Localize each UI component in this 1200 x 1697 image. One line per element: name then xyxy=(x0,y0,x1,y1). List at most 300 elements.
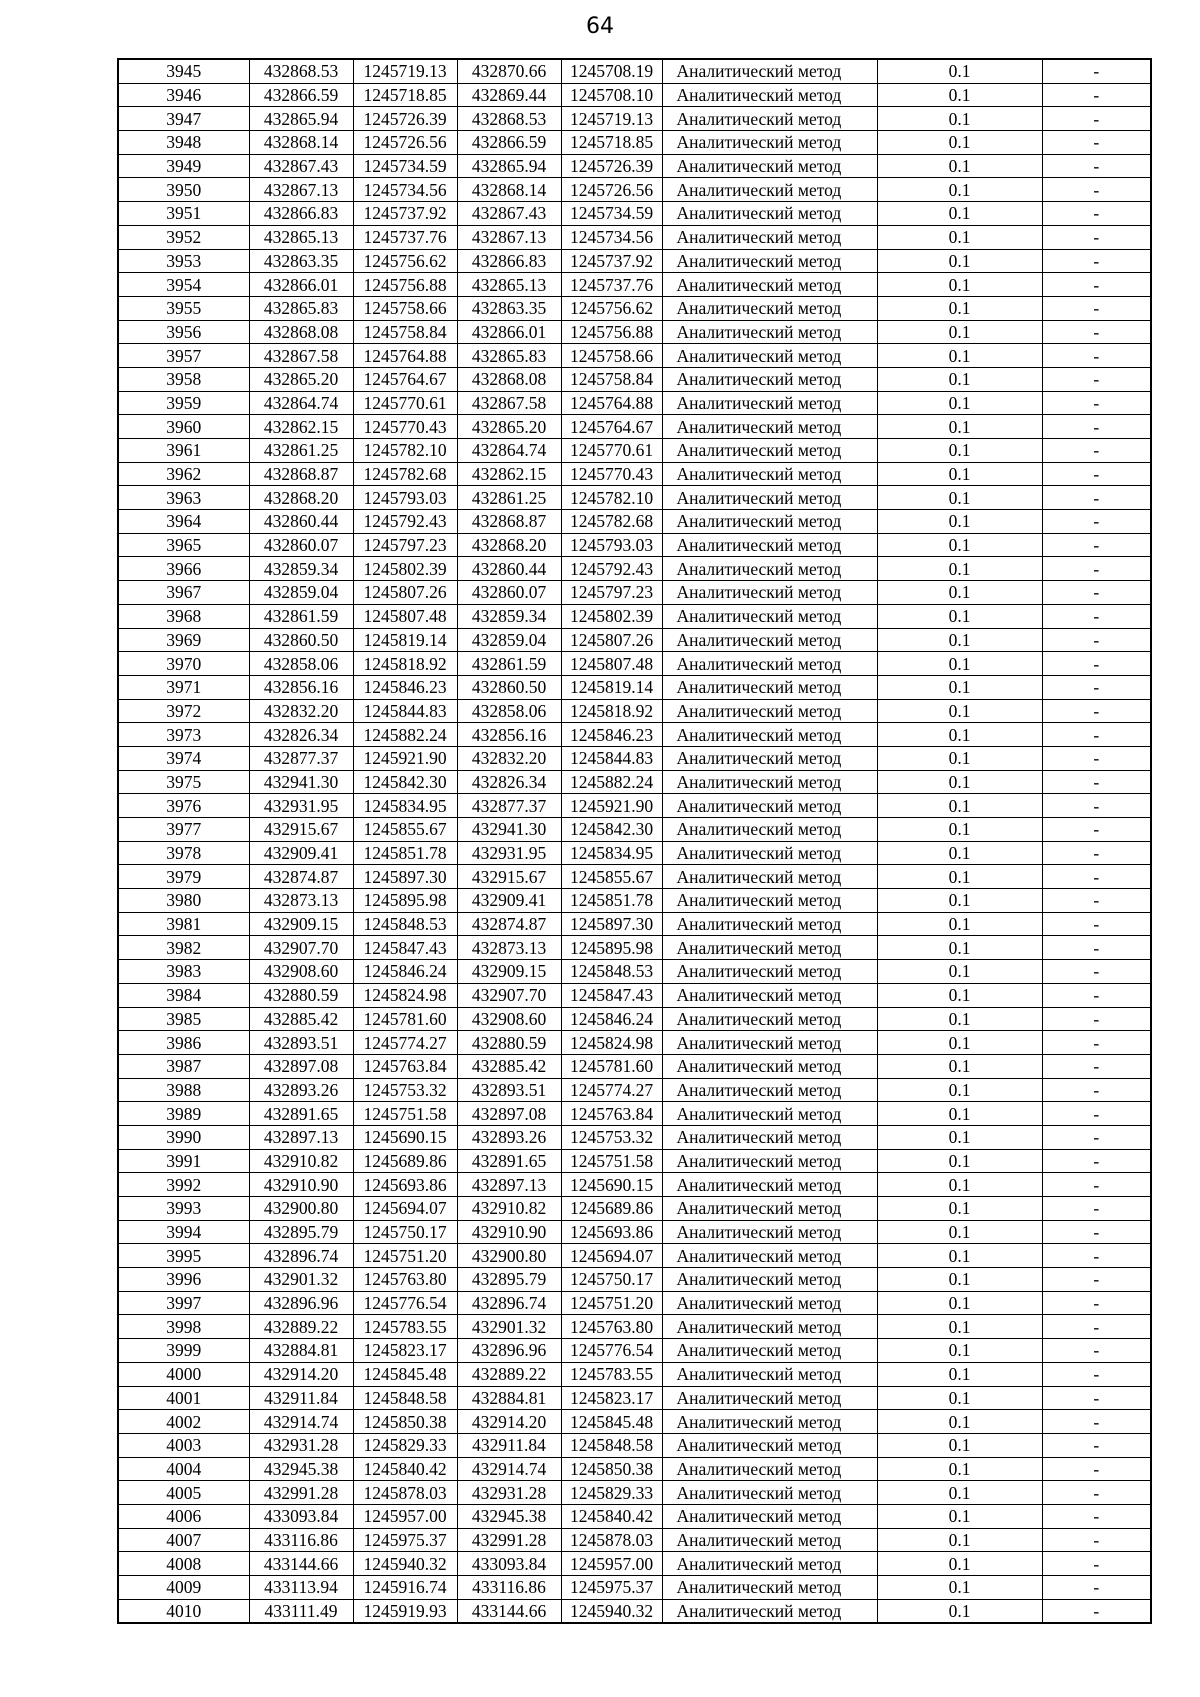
note-cell: - xyxy=(1042,510,1151,534)
method-cell: Аналитический метод xyxy=(662,1291,877,1315)
table-row xyxy=(118,746,1151,770)
x-cell: 432868.14 xyxy=(249,131,353,155)
accuracy-cell: 0.1 xyxy=(877,225,1042,249)
table-row xyxy=(118,415,1151,439)
note-cell: - xyxy=(1042,723,1151,747)
point-number-cell: 3956 xyxy=(118,320,249,344)
x-cell: 432867.43 xyxy=(249,154,353,178)
note-cell: - xyxy=(1042,1007,1151,1031)
prev-x-cell: 432877.37 xyxy=(457,794,561,818)
table-row xyxy=(118,1197,1151,1221)
method-cell: Аналитический метод xyxy=(662,1007,877,1031)
note-cell: - xyxy=(1042,533,1151,557)
y-cell: 1245897.30 xyxy=(353,865,457,889)
prev-x-cell: 432873.13 xyxy=(457,936,561,960)
point-number-cell: 3950 xyxy=(118,178,249,202)
point-number-cell: 3975 xyxy=(118,770,249,794)
table-row xyxy=(118,1244,1151,1268)
method-cell: Аналитический метод xyxy=(662,1315,877,1339)
method-cell: Аналитический метод xyxy=(662,131,877,155)
y-cell: 1245846.24 xyxy=(353,960,457,984)
y-cell: 1245823.17 xyxy=(353,1339,457,1363)
x-cell: 433116.86 xyxy=(249,1528,353,1552)
prev-y-cell: 1245781.60 xyxy=(561,1054,662,1078)
y-cell: 1245756.88 xyxy=(353,273,457,297)
table-row xyxy=(118,1339,1151,1363)
point-number-cell: 3945 xyxy=(118,59,249,83)
prev-x-cell: 432858.06 xyxy=(457,699,561,723)
prev-y-cell: 1245690.15 xyxy=(561,1173,662,1197)
prev-x-cell: 432869.44 xyxy=(457,83,561,107)
accuracy-cell: 0.1 xyxy=(877,912,1042,936)
method-cell: Аналитический метод xyxy=(662,296,877,320)
x-cell: 432910.90 xyxy=(249,1173,353,1197)
prev-x-cell: 432941.30 xyxy=(457,818,561,842)
accuracy-cell: 0.1 xyxy=(877,675,1042,699)
table-row xyxy=(118,699,1151,723)
prev-y-cell: 1245845.48 xyxy=(561,1410,662,1434)
table-row xyxy=(118,296,1151,320)
point-number-cell: 3972 xyxy=(118,699,249,723)
table-row xyxy=(118,249,1151,273)
prev-x-cell: 432909.15 xyxy=(457,960,561,984)
prev-y-cell: 1245878.03 xyxy=(561,1528,662,1552)
prev-y-cell: 1245921.90 xyxy=(561,794,662,818)
method-cell: Аналитический метод xyxy=(662,557,877,581)
prev-y-cell: 1245758.84 xyxy=(561,367,662,391)
table-row xyxy=(118,936,1151,960)
note-cell: - xyxy=(1042,1576,1151,1600)
prev-y-cell: 1245726.39 xyxy=(561,154,662,178)
prev-x-cell: 432867.58 xyxy=(457,391,561,415)
table-row xyxy=(118,675,1151,699)
prev-y-cell: 1245756.88 xyxy=(561,320,662,344)
x-cell: 432868.20 xyxy=(249,486,353,510)
prev-y-cell: 1245770.43 xyxy=(561,462,662,486)
accuracy-cell: 0.1 xyxy=(877,320,1042,344)
accuracy-cell: 0.1 xyxy=(877,1528,1042,1552)
point-number-cell: 3991 xyxy=(118,1149,249,1173)
point-number-cell: 3974 xyxy=(118,746,249,770)
method-cell: Аналитический метод xyxy=(662,1576,877,1600)
prev-x-cell: 432910.82 xyxy=(457,1197,561,1221)
note-cell: - xyxy=(1042,1244,1151,1268)
accuracy-cell: 0.1 xyxy=(877,1054,1042,1078)
note-cell: - xyxy=(1042,1220,1151,1244)
prev-x-cell: 432910.90 xyxy=(457,1220,561,1244)
prev-x-cell: 432893.26 xyxy=(457,1125,561,1149)
prev-y-cell: 1245844.83 xyxy=(561,746,662,770)
accuracy-cell: 0.1 xyxy=(877,652,1042,676)
method-cell: Аналитический метод xyxy=(662,818,877,842)
table-row xyxy=(118,59,1151,83)
note-cell: - xyxy=(1042,1433,1151,1457)
x-cell: 432907.70 xyxy=(249,936,353,960)
method-cell: Аналитический метод xyxy=(662,178,877,202)
table-row xyxy=(118,510,1151,534)
y-cell: 1245764.67 xyxy=(353,367,457,391)
prev-y-cell: 1245823.17 xyxy=(561,1386,662,1410)
x-cell: 432867.58 xyxy=(249,344,353,368)
point-number-cell: 3977 xyxy=(118,818,249,842)
prev-y-cell: 1245763.84 xyxy=(561,1102,662,1126)
prev-x-cell: 432863.35 xyxy=(457,296,561,320)
note-cell: - xyxy=(1042,841,1151,865)
prev-x-cell: 432862.15 xyxy=(457,462,561,486)
point-number-cell: 3953 xyxy=(118,249,249,273)
table-row xyxy=(118,1410,1151,1434)
note-cell: - xyxy=(1042,1457,1151,1481)
accuracy-cell: 0.1 xyxy=(877,746,1042,770)
accuracy-cell: 0.1 xyxy=(877,1433,1042,1457)
y-cell: 1245693.86 xyxy=(353,1173,457,1197)
x-cell: 432941.30 xyxy=(249,770,353,794)
point-number-cell: 3999 xyxy=(118,1339,249,1363)
x-cell: 432901.32 xyxy=(249,1268,353,1292)
prev-x-cell: 432896.96 xyxy=(457,1339,561,1363)
y-cell: 1245776.54 xyxy=(353,1291,457,1315)
accuracy-cell: 0.1 xyxy=(877,107,1042,131)
prev-y-cell: 1245851.78 xyxy=(561,889,662,913)
table-row xyxy=(118,367,1151,391)
x-cell: 433144.66 xyxy=(249,1552,353,1576)
y-cell: 1245842.30 xyxy=(353,770,457,794)
table-row xyxy=(118,1576,1151,1600)
note-cell: - xyxy=(1042,225,1151,249)
y-cell: 1245845.48 xyxy=(353,1362,457,1386)
note-cell: - xyxy=(1042,1102,1151,1126)
point-number-cell: 3978 xyxy=(118,841,249,865)
x-cell: 432862.15 xyxy=(249,415,353,439)
point-number-cell: 3985 xyxy=(118,1007,249,1031)
accuracy-cell: 0.1 xyxy=(877,1552,1042,1576)
point-number-cell: 3962 xyxy=(118,462,249,486)
accuracy-cell: 0.1 xyxy=(877,1576,1042,1600)
prev-y-cell: 1245897.30 xyxy=(561,912,662,936)
x-cell: 432897.13 xyxy=(249,1125,353,1149)
note-cell: - xyxy=(1042,936,1151,960)
method-cell: Аналитический метод xyxy=(662,1054,877,1078)
y-cell: 1245807.48 xyxy=(353,604,457,628)
accuracy-cell: 0.1 xyxy=(877,1481,1042,1505)
accuracy-cell: 0.1 xyxy=(877,344,1042,368)
y-cell: 1245847.43 xyxy=(353,936,457,960)
y-cell: 1245829.33 xyxy=(353,1433,457,1457)
accuracy-cell: 0.1 xyxy=(877,604,1042,628)
point-number-cell: 3960 xyxy=(118,415,249,439)
prev-y-cell: 1245782.10 xyxy=(561,486,662,510)
x-cell: 432859.04 xyxy=(249,581,353,605)
prev-x-cell: 432868.20 xyxy=(457,533,561,557)
accuracy-cell: 0.1 xyxy=(877,1457,1042,1481)
prev-y-cell: 1245737.92 xyxy=(561,249,662,273)
prev-x-cell: 432865.83 xyxy=(457,344,561,368)
method-cell: Аналитический метод xyxy=(662,1457,877,1481)
y-cell: 1245781.60 xyxy=(353,1007,457,1031)
point-number-cell: 3986 xyxy=(118,1031,249,1055)
prev-x-cell: 432865.13 xyxy=(457,273,561,297)
method-cell: Аналитический метод xyxy=(662,960,877,984)
prev-x-cell: 432867.13 xyxy=(457,225,561,249)
method-cell: Аналитический метод xyxy=(662,391,877,415)
prev-x-cell: 432909.41 xyxy=(457,889,561,913)
prev-y-cell: 1245855.67 xyxy=(561,865,662,889)
y-cell: 1245753.32 xyxy=(353,1078,457,1102)
table-row xyxy=(118,1552,1151,1576)
y-cell: 1245737.76 xyxy=(353,225,457,249)
y-cell: 1245792.43 xyxy=(353,510,457,534)
x-cell: 432910.82 xyxy=(249,1149,353,1173)
prev-x-cell: 432914.20 xyxy=(457,1410,561,1434)
x-cell: 432861.25 xyxy=(249,439,353,463)
table-row xyxy=(118,1078,1151,1102)
prev-y-cell: 1245940.32 xyxy=(561,1599,662,1623)
table-row xyxy=(118,131,1151,155)
prev-x-cell: 432868.14 xyxy=(457,178,561,202)
accuracy-cell: 0.1 xyxy=(877,1339,1042,1363)
table-row xyxy=(118,344,1151,368)
accuracy-cell: 0.1 xyxy=(877,486,1042,510)
note-cell: - xyxy=(1042,1386,1151,1410)
x-cell: 432889.22 xyxy=(249,1315,353,1339)
prev-x-cell: 432861.59 xyxy=(457,652,561,676)
prev-x-cell: 432901.32 xyxy=(457,1315,561,1339)
x-cell: 432860.07 xyxy=(249,533,353,557)
prev-x-cell: 432865.20 xyxy=(457,415,561,439)
x-cell: 432908.60 xyxy=(249,960,353,984)
prev-y-cell: 1245829.33 xyxy=(561,1481,662,1505)
x-cell: 432880.59 xyxy=(249,983,353,1007)
method-cell: Аналитический метод xyxy=(662,202,877,226)
x-cell: 432865.20 xyxy=(249,367,353,391)
note-cell: - xyxy=(1042,83,1151,107)
x-cell: 432877.37 xyxy=(249,746,353,770)
table-row xyxy=(118,225,1151,249)
accuracy-cell: 0.1 xyxy=(877,1197,1042,1221)
prev-x-cell: 432893.51 xyxy=(457,1078,561,1102)
point-number-cell: 3995 xyxy=(118,1244,249,1268)
accuracy-cell: 0.1 xyxy=(877,59,1042,83)
accuracy-cell: 0.1 xyxy=(877,415,1042,439)
prev-x-cell: 432860.44 xyxy=(457,557,561,581)
accuracy-cell: 0.1 xyxy=(877,533,1042,557)
note-cell: - xyxy=(1042,131,1151,155)
y-cell: 1245940.32 xyxy=(353,1552,457,1576)
y-cell: 1245975.37 xyxy=(353,1528,457,1552)
point-number-cell: 3988 xyxy=(118,1078,249,1102)
prev-y-cell: 1245797.23 xyxy=(561,581,662,605)
point-number-cell: 3984 xyxy=(118,983,249,1007)
prev-y-cell: 1245850.38 xyxy=(561,1457,662,1481)
table-row xyxy=(118,1362,1151,1386)
prev-x-cell: 432826.34 xyxy=(457,770,561,794)
method-cell: Аналитический метод xyxy=(662,1599,877,1623)
accuracy-cell: 0.1 xyxy=(877,983,1042,1007)
method-cell: Аналитический метод xyxy=(662,510,877,534)
note-cell: - xyxy=(1042,154,1151,178)
x-cell: 432900.80 xyxy=(249,1197,353,1221)
accuracy-cell: 0.1 xyxy=(877,1410,1042,1434)
note-cell: - xyxy=(1042,652,1151,676)
prev-x-cell: 432907.70 xyxy=(457,983,561,1007)
accuracy-cell: 0.1 xyxy=(877,1173,1042,1197)
accuracy-cell: 0.1 xyxy=(877,1007,1042,1031)
x-cell: 432858.06 xyxy=(249,652,353,676)
note-cell: - xyxy=(1042,273,1151,297)
y-cell: 1245844.83 xyxy=(353,699,457,723)
x-cell: 432945.38 xyxy=(249,1457,353,1481)
prev-y-cell: 1245846.24 xyxy=(561,1007,662,1031)
x-cell: 432860.44 xyxy=(249,510,353,534)
note-cell: - xyxy=(1042,1125,1151,1149)
table-row xyxy=(118,818,1151,842)
prev-x-cell: 432884.81 xyxy=(457,1386,561,1410)
prev-y-cell: 1245895.98 xyxy=(561,936,662,960)
table-row xyxy=(118,1268,1151,1292)
accuracy-cell: 0.1 xyxy=(877,1386,1042,1410)
y-cell: 1245919.93 xyxy=(353,1599,457,1623)
note-cell: - xyxy=(1042,249,1151,273)
prev-y-cell: 1245693.86 xyxy=(561,1220,662,1244)
prev-x-cell: 432859.34 xyxy=(457,604,561,628)
note-cell: - xyxy=(1042,391,1151,415)
note-cell: - xyxy=(1042,1315,1151,1339)
table-row xyxy=(118,154,1151,178)
prev-x-cell: 432991.28 xyxy=(457,1528,561,1552)
x-cell: 432931.28 xyxy=(249,1433,353,1457)
point-number-cell: 3955 xyxy=(118,296,249,320)
point-number-cell: 3958 xyxy=(118,367,249,391)
y-cell: 1245719.13 xyxy=(353,59,457,83)
y-cell: 1245921.90 xyxy=(353,746,457,770)
prev-x-cell: 432861.25 xyxy=(457,486,561,510)
accuracy-cell: 0.1 xyxy=(877,794,1042,818)
prev-y-cell: 1245807.26 xyxy=(561,628,662,652)
x-cell: 432863.35 xyxy=(249,249,353,273)
point-number-cell: 3968 xyxy=(118,604,249,628)
y-cell: 1245850.38 xyxy=(353,1410,457,1434)
point-number-cell: 4001 xyxy=(118,1386,249,1410)
prev-y-cell: 1245689.86 xyxy=(561,1197,662,1221)
method-cell: Аналитический метод xyxy=(662,320,877,344)
prev-y-cell: 1245792.43 xyxy=(561,557,662,581)
method-cell: Аналитический метод xyxy=(662,1244,877,1268)
note-cell: - xyxy=(1042,889,1151,913)
x-cell: 432859.34 xyxy=(249,557,353,581)
point-number-cell: 3963 xyxy=(118,486,249,510)
table-row xyxy=(118,107,1151,131)
prev-y-cell: 1245840.42 xyxy=(561,1504,662,1528)
point-number-cell: 3961 xyxy=(118,439,249,463)
method-cell: Аналитический метод xyxy=(662,794,877,818)
point-number-cell: 3967 xyxy=(118,581,249,605)
accuracy-cell: 0.1 xyxy=(877,510,1042,534)
table-row xyxy=(118,1481,1151,1505)
method-cell: Аналитический метод xyxy=(662,770,877,794)
x-cell: 432868.53 xyxy=(249,59,353,83)
accuracy-cell: 0.1 xyxy=(877,296,1042,320)
method-cell: Аналитический метод xyxy=(662,1149,877,1173)
method-cell: Аналитический метод xyxy=(662,936,877,960)
table-row xyxy=(118,841,1151,865)
method-cell: Аналитический метод xyxy=(662,83,877,107)
y-cell: 1245734.59 xyxy=(353,154,457,178)
note-cell: - xyxy=(1042,1481,1151,1505)
point-number-cell: 4009 xyxy=(118,1576,249,1600)
note-cell: - xyxy=(1042,1268,1151,1292)
y-cell: 1245846.23 xyxy=(353,675,457,699)
y-cell: 1245750.17 xyxy=(353,1220,457,1244)
point-number-cell: 4005 xyxy=(118,1481,249,1505)
x-cell: 432893.26 xyxy=(249,1078,353,1102)
prev-y-cell: 1245718.85 xyxy=(561,131,662,155)
note-cell: - xyxy=(1042,794,1151,818)
x-cell: 432868.08 xyxy=(249,320,353,344)
note-cell: - xyxy=(1042,1362,1151,1386)
point-number-cell: 3969 xyxy=(118,628,249,652)
y-cell: 1245756.62 xyxy=(353,249,457,273)
x-cell: 432868.87 xyxy=(249,462,353,486)
method-cell: Аналитический метод xyxy=(662,1220,877,1244)
table-row xyxy=(118,1102,1151,1126)
accuracy-cell: 0.1 xyxy=(877,154,1042,178)
point-number-cell: 3954 xyxy=(118,273,249,297)
method-cell: Аналитический метод xyxy=(662,1481,877,1505)
prev-y-cell: 1245753.32 xyxy=(561,1125,662,1149)
prev-x-cell: 432891.65 xyxy=(457,1149,561,1173)
point-number-cell: 4002 xyxy=(118,1410,249,1434)
point-number-cell: 3957 xyxy=(118,344,249,368)
point-number-cell: 3994 xyxy=(118,1220,249,1244)
note-cell: - xyxy=(1042,770,1151,794)
x-cell: 432865.94 xyxy=(249,107,353,131)
note-cell: - xyxy=(1042,1291,1151,1315)
method-cell: Аналитический метод xyxy=(662,107,877,131)
note-cell: - xyxy=(1042,746,1151,770)
prev-x-cell: 432860.07 xyxy=(457,581,561,605)
point-number-cell: 3971 xyxy=(118,675,249,699)
coordinates-table xyxy=(117,58,1152,1624)
point-number-cell: 4003 xyxy=(118,1433,249,1457)
table-row xyxy=(118,889,1151,913)
method-cell: Аналитический метод xyxy=(662,154,877,178)
table-row xyxy=(118,581,1151,605)
x-cell: 433093.84 xyxy=(249,1504,353,1528)
prev-x-cell: 432867.43 xyxy=(457,202,561,226)
method-cell: Аналитический метод xyxy=(662,1339,877,1363)
prev-y-cell: 1245975.37 xyxy=(561,1576,662,1600)
prev-y-cell: 1245802.39 xyxy=(561,604,662,628)
method-cell: Аналитический метод xyxy=(662,367,877,391)
y-cell: 1245882.24 xyxy=(353,723,457,747)
x-cell: 432895.79 xyxy=(249,1220,353,1244)
x-cell: 432864.74 xyxy=(249,391,353,415)
accuracy-cell: 0.1 xyxy=(877,1125,1042,1149)
prev-y-cell: 1245737.76 xyxy=(561,273,662,297)
method-cell: Аналитический метод xyxy=(662,628,877,652)
point-number-cell: 3947 xyxy=(118,107,249,131)
y-cell: 1245819.14 xyxy=(353,628,457,652)
accuracy-cell: 0.1 xyxy=(877,628,1042,652)
x-cell: 432874.87 xyxy=(249,865,353,889)
prev-x-cell: 433093.84 xyxy=(457,1552,561,1576)
method-cell: Аналитический метод xyxy=(662,273,877,297)
method-cell: Аналитический метод xyxy=(662,865,877,889)
prev-y-cell: 1245708.19 xyxy=(561,59,662,83)
accuracy-cell: 0.1 xyxy=(877,1031,1042,1055)
table-row xyxy=(118,178,1151,202)
method-cell: Аналитический метод xyxy=(662,225,877,249)
